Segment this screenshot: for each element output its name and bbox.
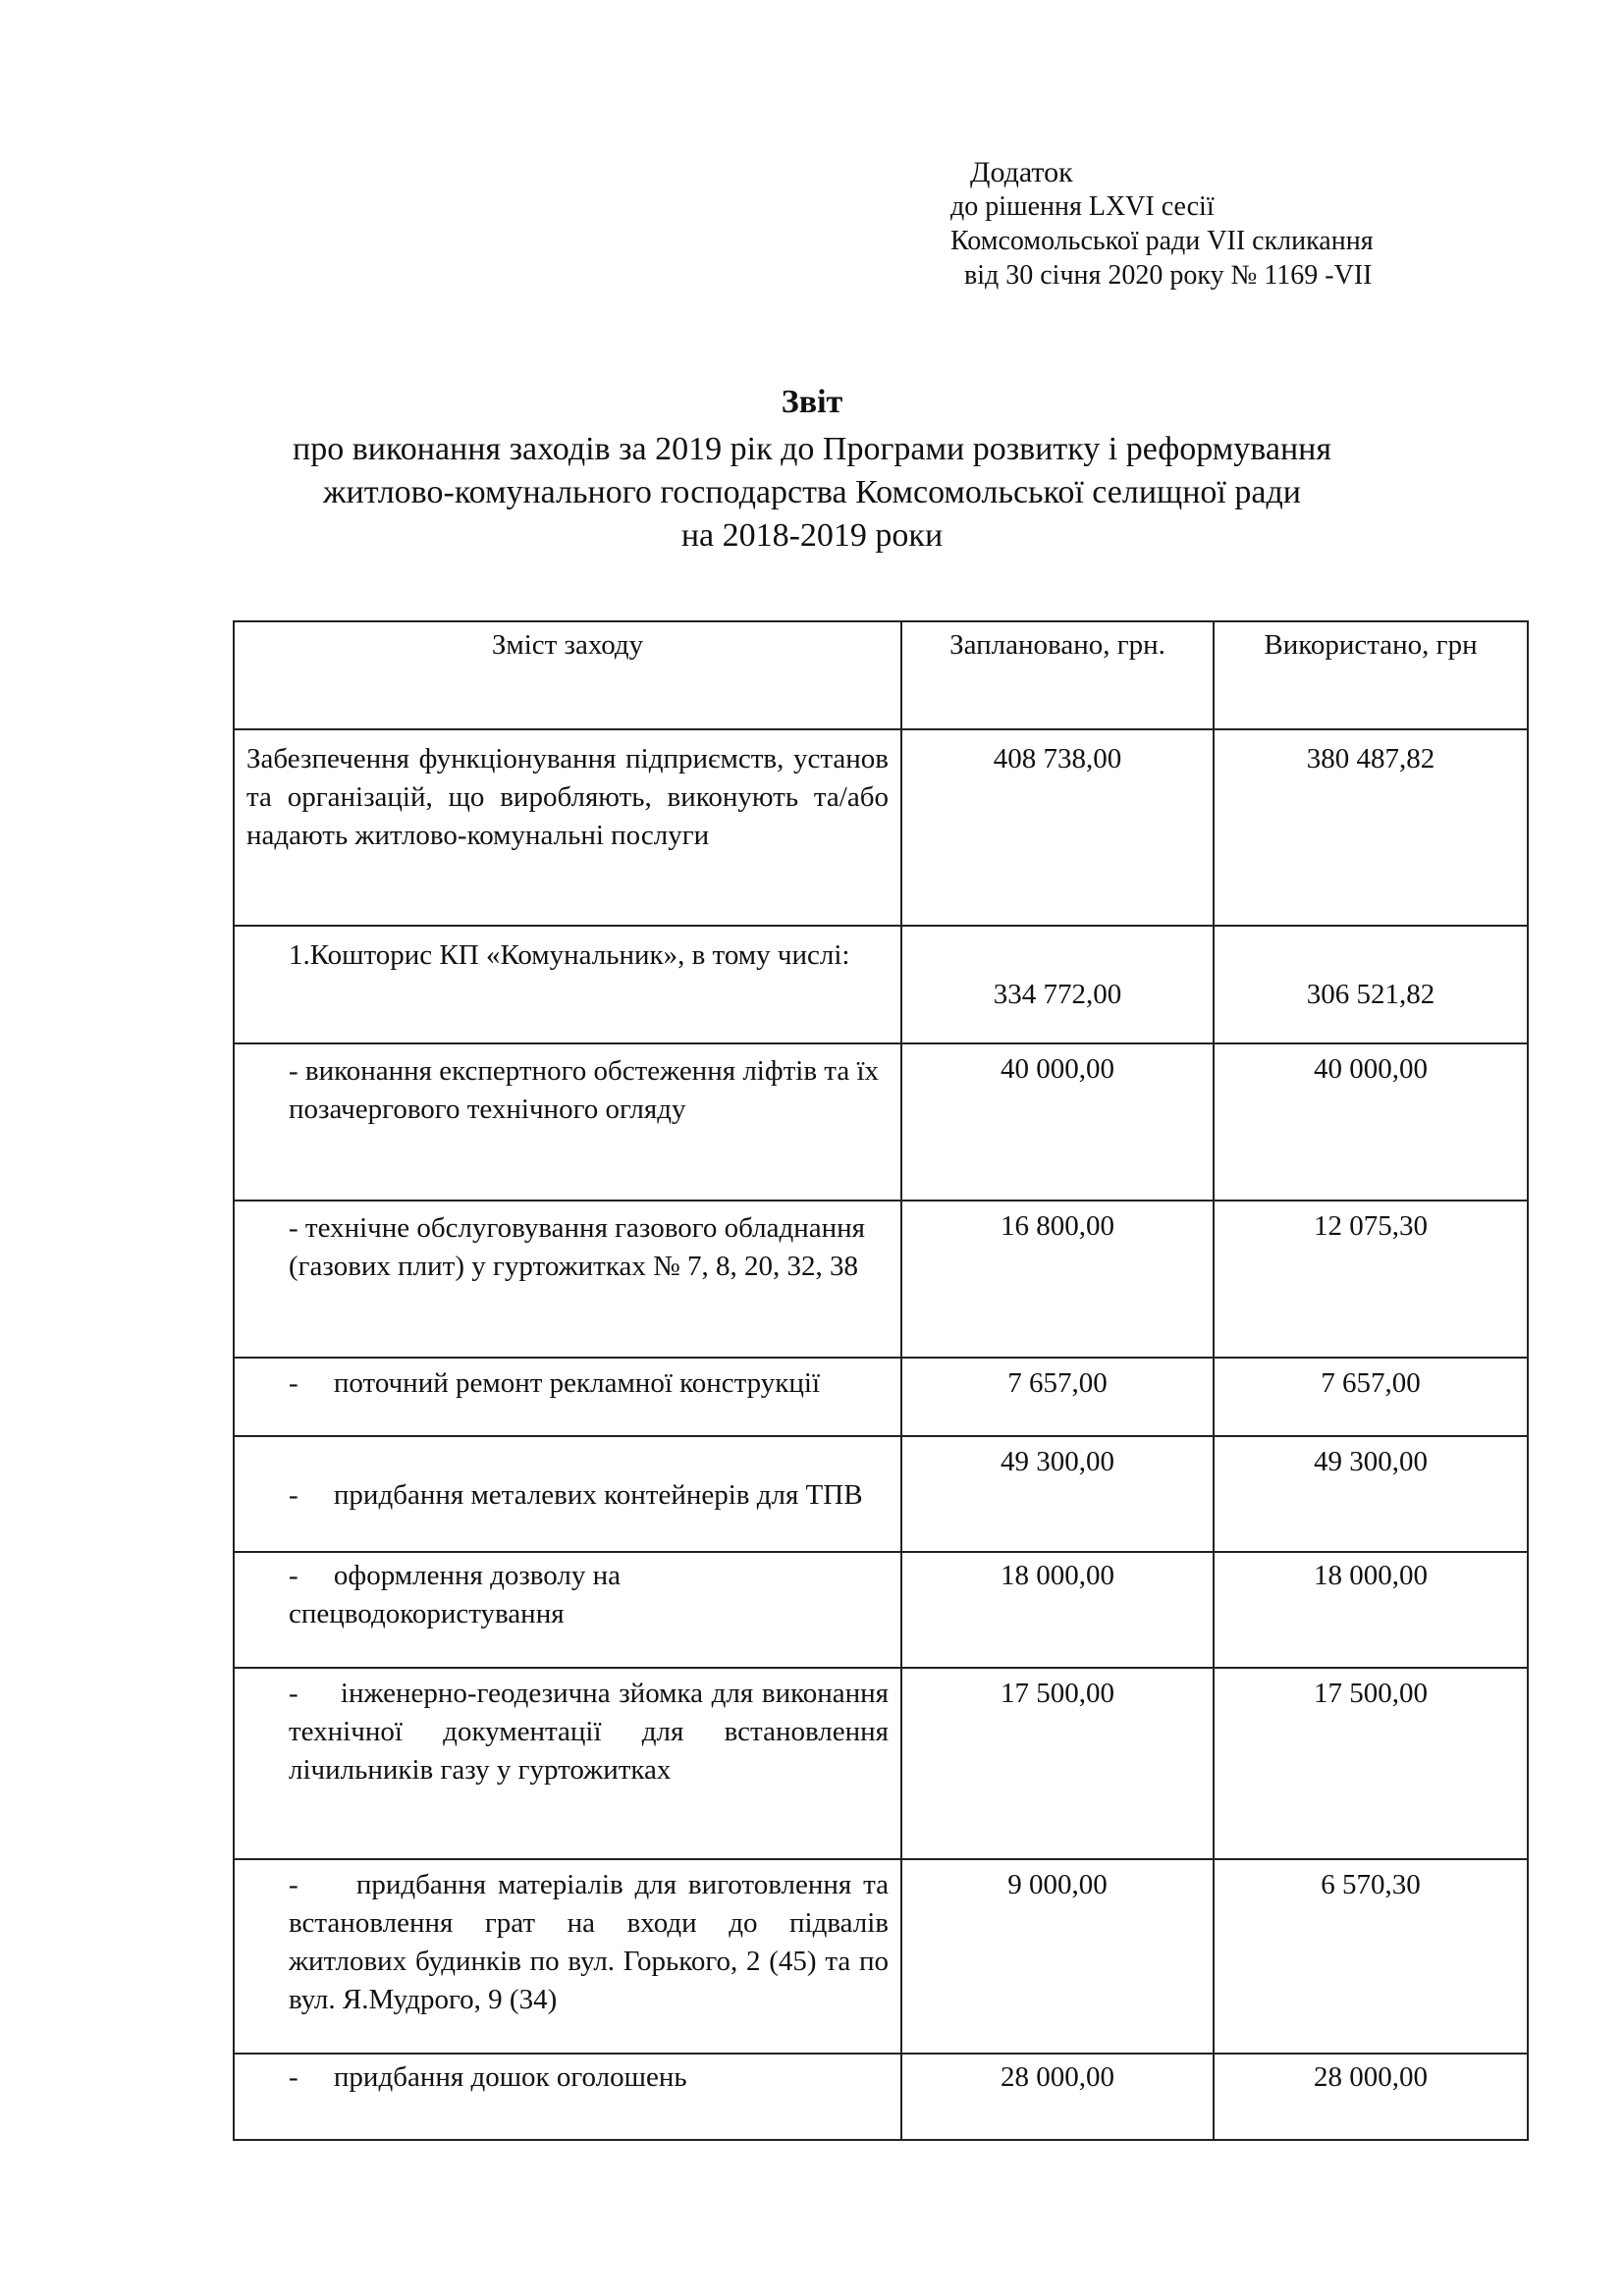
row-used: 49 300,00 bbox=[1214, 1436, 1528, 1552]
row-planned: 18 000,00 bbox=[901, 1552, 1214, 1668]
column-header-planned: Заплановано, грн. bbox=[901, 621, 1214, 729]
annex-line-2: до рішення LXVI сесії bbox=[950, 191, 1215, 222]
report-subtitle-line-1: про виконання заходів за 2019 рік до Програми розвитку і реформування bbox=[293, 431, 1331, 467]
column-header-content: Зміст заходу bbox=[234, 621, 901, 729]
annex-line-1: Додаток bbox=[970, 156, 1073, 188]
annex-line-4: від 30 січня 2020 року № 1169 -VII bbox=[964, 260, 1373, 291]
table-row bbox=[234, 1201, 1528, 1358]
row-planned: 16 800,00 bbox=[901, 1201, 1214, 1358]
row-used: 40 000,00 bbox=[1214, 1043, 1528, 1201]
row-used: 380 487,82 bbox=[1214, 729, 1528, 926]
report-title: Звіт bbox=[781, 384, 843, 420]
row-planned: 9 000,00 bbox=[901, 1859, 1214, 2054]
report-table bbox=[233, 620, 1529, 2141]
row-content: 1.Кошторис КП «Комунальник», в тому числі: bbox=[234, 926, 901, 1043]
row-content: - придбання дошок оголошень bbox=[234, 2054, 901, 2140]
table-row bbox=[234, 729, 1528, 926]
annex-block bbox=[950, 155, 1500, 293]
row-content: - оформлення дозволу на спецводокористування bbox=[234, 1552, 901, 1668]
row-content: - технічне обслуговування газового обладнання (газових плит) у гуртожитках № 7, 8, 20, 32, 38 bbox=[234, 1201, 901, 1358]
row-planned: 334 772,00 bbox=[901, 926, 1214, 1043]
table-row bbox=[234, 1859, 1528, 2054]
row-content: - поточний ремонт рекламної конструкції bbox=[234, 1358, 901, 1436]
row-planned: 40 000,00 bbox=[901, 1043, 1214, 1201]
report-title-block bbox=[177, 381, 1447, 558]
row-content: Забезпечення функціонування підприємств, установ та організацій, що виробляють, виконують та/або надають житлово-комунальні послуги bbox=[234, 729, 901, 926]
table-row bbox=[234, 1552, 1528, 1668]
row-planned: 7 657,00 bbox=[901, 1358, 1214, 1436]
row-used: 12 075,30 bbox=[1214, 1201, 1528, 1358]
row-used: 306 521,82 bbox=[1214, 926, 1528, 1043]
annex-line-3: Комсомольської ради VII скликання bbox=[950, 226, 1374, 256]
row-planned: 49 300,00 bbox=[901, 1436, 1214, 1552]
row-planned: 17 500,00 bbox=[901, 1668, 1214, 1859]
row-used: 18 000,00 bbox=[1214, 1552, 1528, 1668]
row-used: 28 000,00 bbox=[1214, 2054, 1528, 2140]
table-row bbox=[234, 1668, 1528, 1859]
row-used: 17 500,00 bbox=[1214, 1668, 1528, 1859]
table-row bbox=[234, 1043, 1528, 1201]
row-content: - виконання експертного обстеження ліфтів та їх позачергового технічного огляду bbox=[234, 1043, 901, 1201]
report-subtitle-line-3: на 2018-2019 роки bbox=[680, 517, 944, 554]
column-header-used: Використано, грн bbox=[1214, 621, 1528, 729]
table-row bbox=[234, 1436, 1528, 1552]
row-planned: 28 000,00 bbox=[901, 2054, 1214, 2140]
table-row bbox=[234, 926, 1528, 1043]
row-content: - придбання металевих контейнерів для ТПВ bbox=[234, 1436, 901, 1552]
row-planned: 408 738,00 bbox=[901, 729, 1214, 926]
table-row bbox=[234, 2054, 1528, 2140]
table-header-row bbox=[234, 621, 1528, 729]
row-used: 7 657,00 bbox=[1214, 1358, 1528, 1436]
table-row bbox=[234, 1358, 1528, 1436]
row-content: - інженерно-геодезична зйомка для виконання технічної документації для встановлення лічильників газу у гуртожитках bbox=[234, 1668, 901, 1859]
row-used: 6 570,30 bbox=[1214, 1859, 1528, 2054]
report-subtitle-line-2: житлово-комунального господарства Комсомольської селищної ради bbox=[323, 474, 1301, 510]
row-content: - придбання матеріалів для виготовлення та встановлення грат на входи до підвалів житлових будинків по вул. Горького, 2 (45) та по вул. Я.Мудрого, 9 (34) bbox=[234, 1859, 901, 2054]
